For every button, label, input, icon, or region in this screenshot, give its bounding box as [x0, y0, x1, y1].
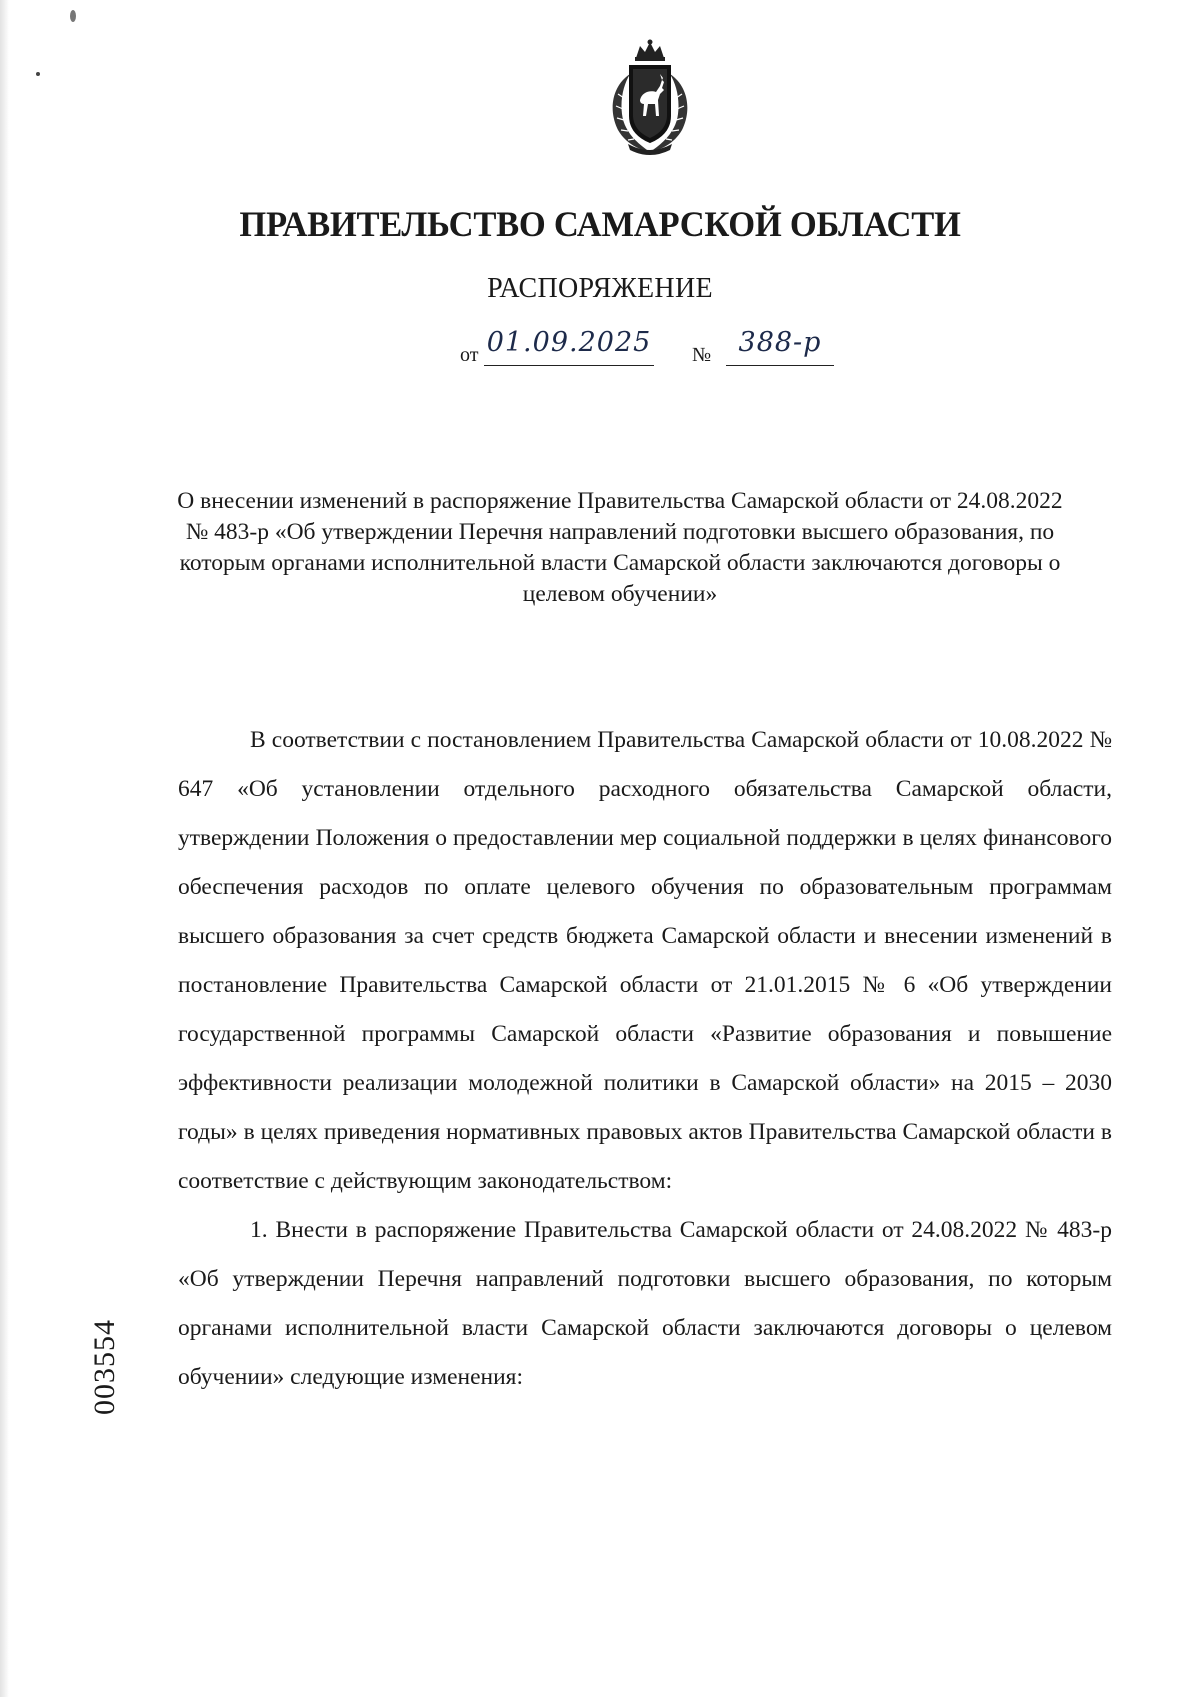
document-body — [178, 716, 1112, 1402]
scan-edge-shadow — [0, 0, 9, 1697]
scan-speck — [70, 10, 76, 22]
document-type: РАСПОРЯЖЕНИЕ — [487, 273, 713, 304]
date-prefix: от — [460, 344, 479, 366]
number-prefix: № — [692, 344, 712, 366]
handwritten-number: 388-р — [726, 327, 834, 366]
scan-speck — [36, 72, 40, 76]
government-title: ПРАВИТЕЛЬСТВО САМАРСКОЙ ОБЛАСТИ — [239, 204, 961, 244]
samara-coat-of-arms-icon — [590, 38, 710, 158]
body-paragraph: 1. Внести в распоряжение Правительства Самарской области от 24.08.2022 № 483-р «Об утверждении Перечня направлений подготовки высшего образования, по которым органами исполнительной власти Самарской области заключаются договоры о целевом обучении» следующие изменения: — [178, 1217, 1112, 1390]
handwritten-date: 01.09.2025 — [484, 327, 654, 366]
side-stamp-number: 003554 — [88, 1319, 121, 1415]
document-date-number-line — [460, 327, 860, 371]
document-subject: О внесении изменений в распоряжение Правительства Самарской области от 24.08.2022 № 483-р «Об утверждении Перечня направлений подготовки высшего образования, по которым органами исполнительной власти Самарской области заключаются договоры о целевом обучении» — [177, 488, 1063, 607]
body-paragraph: В соответствии с постановлением Правительства Самарской области от 10.08.2022 № 647 «Об установлении отдельного расходного обязательства Самарской области, утверждении Положения о предоставлении мер социальной поддержки в целях финансового обеспечения расходов по оплате целевого обучения по образовательным программам высшего образования за счет средств бюджета Самарской области и внесении изменений в постановление Правительства Самарской области от 21.01.2015 № 6 «Об утверждении государственной программы Самарской области «Развитие образования и повышение эффективности реализации молодежной политики в Самарской области» на 2015 – 2030 годы» в целях приведения нормативных правовых актов Правительства Самарской области в соответствие с действующим законодательством: — [178, 727, 1112, 1194]
